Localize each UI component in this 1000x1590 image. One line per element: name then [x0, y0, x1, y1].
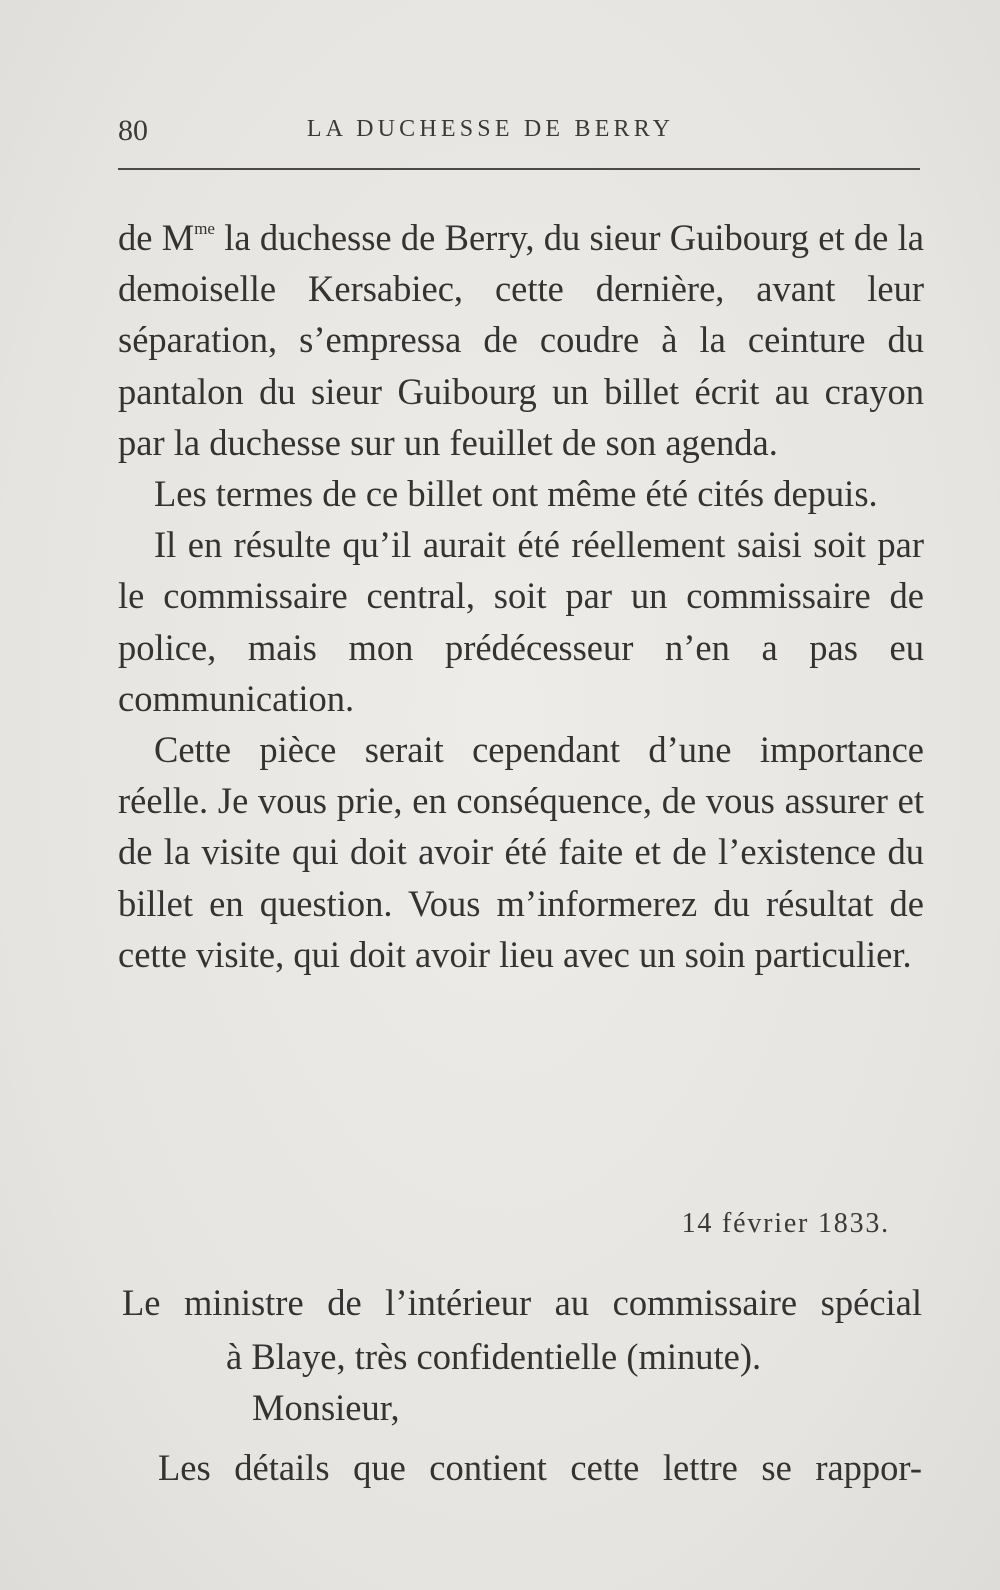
header-rule: [118, 168, 920, 170]
running-head: [118, 108, 924, 152]
letter-first-line: Les détails que contient cette lettre se rappor-: [158, 1447, 922, 1488]
paragraph-1-start: de M: [118, 217, 195, 258]
letter-heading-line-2: à Blaye, très confidentielle (minute).: [226, 1336, 762, 1377]
letter-heading-line-1: Le ministre de l’intérieur au commissaire spécial: [122, 1282, 922, 1323]
body-text: [118, 212, 924, 980]
book-page: [118, 0, 924, 1590]
paragraph-4: Cette pièce serait cependant d’une importance réelle. Je vous prie, en conséquence, de vous assurer et de la visite qui doit avoir été faite et de l’existence du billet en question. Vous m’informerez du résultat de cette visite, qui doit avoir lieu avec un soin particulier.: [118, 729, 924, 975]
letter-heading: [122, 1276, 922, 1384]
madame-superscript: me: [194, 219, 215, 238]
letter-salutation: Monsieur,: [252, 1387, 400, 1428]
page-number: 80: [118, 114, 148, 147]
letter-date: 14 février 1833.: [681, 1208, 890, 1239]
paragraph-2: Les termes de ce billet ont même été cités depuis.: [154, 473, 878, 515]
paragraph-1-rest: la duchesse de Berry, du sieur Guibourg et de la demoiselle Kersabiec, cette dernière, avant leur séparation, s’empressa de coudre à la ceinture du pantalon du sieur Guibourg un billet écrit au crayon par la duchesse sur un feuillet de son agenda.: [118, 217, 924, 463]
paragraph-3: Il en résulte qu’il aurait été réellement saisi soit par le commissaire central, soit par un commissaire de police, mais mon prédécesseur n’en a pas eu communication.: [118, 524, 924, 719]
running-title: LA DUCHESSE DE BERRY: [306, 116, 675, 142]
paragraph-1: [118, 212, 924, 468]
